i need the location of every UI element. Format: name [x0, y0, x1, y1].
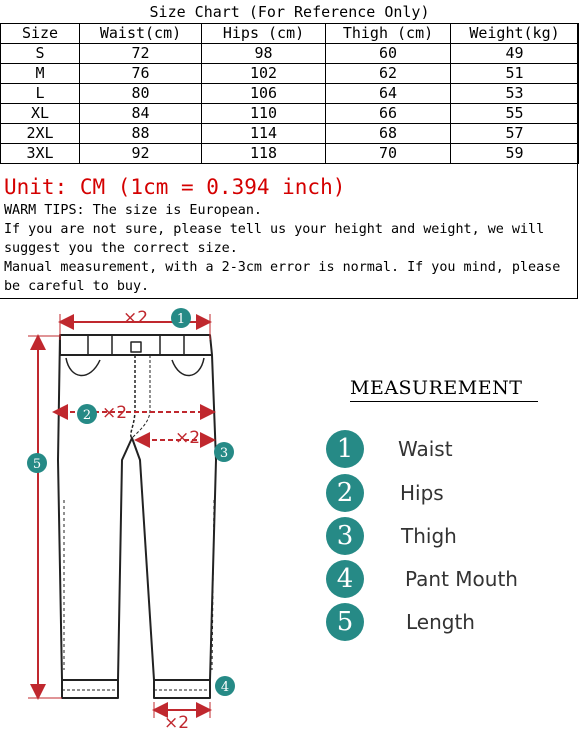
header-waist: Waist(cm) [80, 24, 202, 44]
table-cell: 49 [451, 44, 579, 64]
size-table [0, 23, 579, 164]
marker-2: 2 [82, 408, 92, 423]
table-cell: 84 [80, 104, 202, 124]
header-thigh: Thigh (cm) [326, 24, 451, 44]
jeans-outline [58, 335, 216, 698]
legend-label-length: Length [406, 610, 475, 634]
table-cell: 92 [80, 144, 202, 164]
table-cell: XL [1, 104, 80, 124]
header-size: Size [1, 24, 80, 44]
legend-title: MEASUREMENT [350, 377, 523, 399]
table-cell: 59 [451, 144, 579, 164]
table-cell: 80 [80, 84, 202, 104]
header-hips: Hips (cm) [202, 24, 326, 44]
table-cell: L [1, 84, 80, 104]
marker-1: 1 [176, 312, 186, 327]
table-cell: 106 [202, 84, 326, 104]
badge-2: 2 [326, 474, 364, 512]
table-row [1, 124, 579, 144]
table-cell: 98 [202, 44, 326, 64]
badge-4: 4 [326, 560, 364, 598]
marker-4: 4 [220, 680, 230, 695]
table-cell: 76 [80, 64, 202, 84]
table-cell: 72 [80, 44, 202, 64]
legend-label-hips: Hips [400, 481, 444, 505]
table-cell: 110 [202, 104, 326, 124]
table-cell: 60 [326, 44, 451, 64]
table-cell: 114 [202, 124, 326, 144]
marker-5: 5 [32, 457, 42, 472]
legend-label-waist: Waist [398, 437, 453, 461]
legend-label-thigh: Thigh [401, 524, 457, 548]
pant-mouth-times-two: ×2 [164, 713, 190, 733]
size-chart-title: Size Chart (For Reference Only) [149, 3, 430, 21]
legend-label-pant-mouth: Pant Mouth [405, 567, 518, 591]
table-cell: 70 [326, 144, 451, 164]
warm-tips: WARM TIPS: The size is European. [4, 203, 262, 218]
marker-3: 3 [219, 446, 229, 461]
table-cell: M [1, 64, 80, 84]
table-cell: 62 [326, 64, 451, 84]
table-cell: 88 [80, 124, 202, 144]
table-cell: 51 [451, 64, 579, 84]
table-row [1, 104, 579, 124]
legend-underline [350, 401, 538, 402]
table-cell: 66 [326, 104, 451, 124]
table-header-row [1, 24, 579, 44]
table-cell: 68 [326, 124, 451, 144]
table-cell: 64 [326, 84, 451, 104]
table-row [1, 144, 579, 164]
waist-times-two: ×2 [123, 308, 149, 328]
table-cell: 57 [451, 124, 579, 144]
table-cell: 3XL [1, 144, 80, 164]
table-cell: 53 [451, 84, 579, 104]
size-advice: If you are not sure, please tell us your height and weight, we will suggest you the correct size. [4, 222, 545, 256]
jeans-diagram [0, 300, 330, 752]
badge-3: 3 [326, 517, 364, 555]
table-cell: S [1, 44, 80, 64]
measurement-error-note: Manual measurement, with a 2-3cm error is normal. If you mind, please be careful to buy. [4, 260, 561, 294]
badge-5: 5 [326, 603, 364, 641]
thigh-times-two: ×2 [175, 428, 201, 448]
header-weight: Weight(kg) [451, 24, 579, 44]
badge-1: 1 [326, 430, 364, 468]
unit-note: Unit: CM (1cm = 0.394 inch) [4, 175, 346, 199]
table-row [1, 64, 579, 84]
table-cell: 2XL [1, 124, 80, 144]
notes-block [4, 201, 576, 296]
table-cell: 55 [451, 104, 579, 124]
table-row [1, 84, 579, 104]
table-cell: 118 [202, 144, 326, 164]
jeans-illustration [0, 300, 330, 752]
table-cell: 102 [202, 64, 326, 84]
hips-times-two: ×2 [102, 403, 128, 423]
table-row [1, 44, 579, 64]
